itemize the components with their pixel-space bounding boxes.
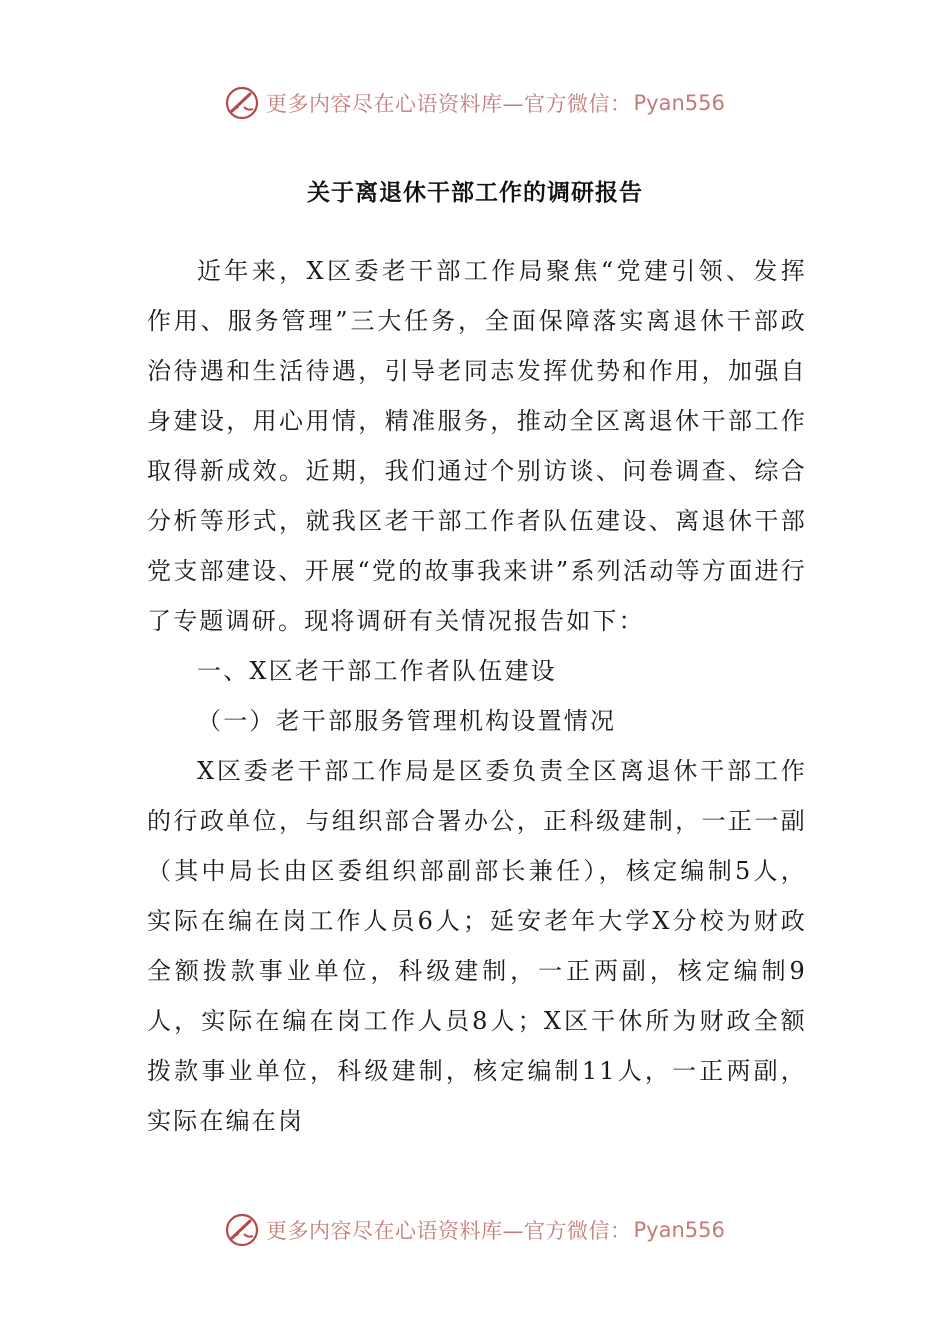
watermark-text: 更多内容尽在心语资料库—官方微信：: [266, 92, 632, 116]
watermark-wechat-id: Pyan556: [633, 91, 725, 115]
subsection-heading-1: （一）老干部服务管理机构设置情况: [197, 707, 617, 735]
pen-circle-logo-icon: [224, 1212, 260, 1248]
pen-circle-logo-icon: [224, 85, 260, 121]
document-body: [147, 246, 807, 1146]
watermark-text: 更多内容尽在心语资料库—官方微信：: [266, 1219, 632, 1243]
watermark-footer: [224, 1210, 725, 1250]
watermark-header: [224, 83, 725, 123]
body-paragraph: X区委老干部工作局是区委负责全区离退休干部工作的行政单位，与组织部合署办公，正科级建制，一正一副（其中局长由区委组织部副部长兼任），核定编制5人，实际在编在岗工作人员6人；延安老年大学X分校为财政全额拨款事业单位，科级建制，一正两副，核定编制9人，实际在编在岗工作人员8人；X区干休所为财政全额拨款事业单位，科级建制，核定编制11人，一正两副，实际在编在岗: [147, 757, 807, 1135]
watermark-wechat-id: Pyan556: [633, 1218, 725, 1242]
intro-paragraph: 近年来，X区委老干部工作局聚焦“党建引领、发挥作用、服务管理”三大任务，全面保障落实离退休干部政治待遇和生活待遇，引导老同志发挥优势和作用，加强自身建设，用心用情，精准服务，推动全区离退休干部工作取得新成效。近期，我们通过个别访谈、问卷调查、综合分析等形式，就我区老干部工作者队伍建设、离退休干部党支部建设、开展“党的故事我来讲”系列活动等方面进行了专题调研。现将调研有关情况报告如下：: [147, 257, 807, 635]
section-heading-1: 一、X区老干部工作者队伍建设: [197, 657, 557, 685]
document-title: 关于离退休干部工作的调研报告: [307, 180, 643, 206]
